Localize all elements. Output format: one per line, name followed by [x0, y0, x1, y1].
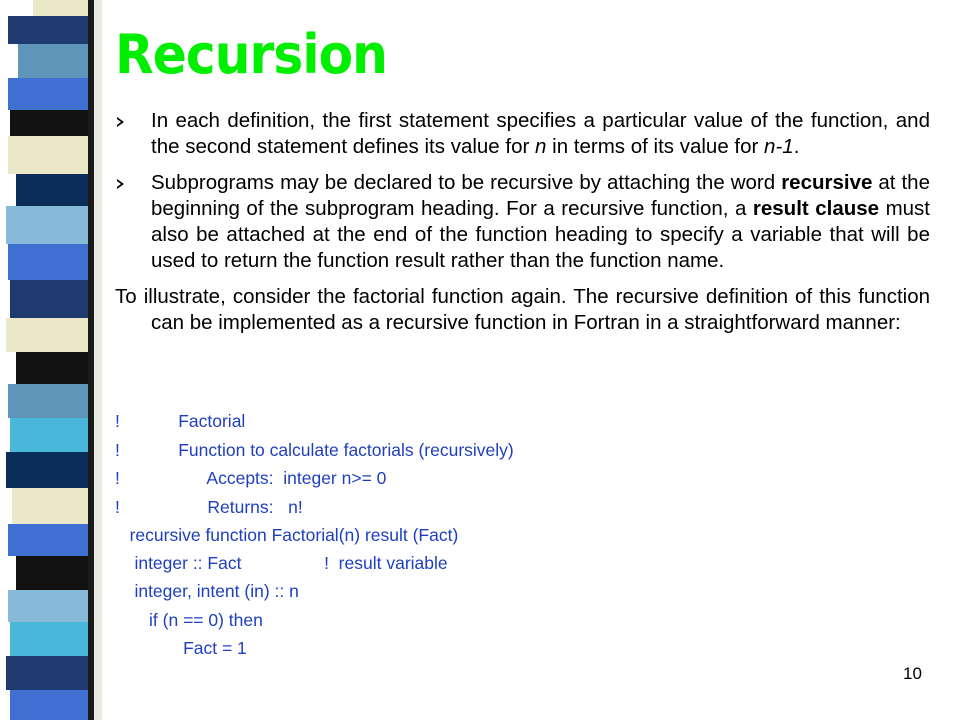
stripe-block [10, 690, 88, 720]
code-line: ! Function to calculate factorials (recursively) [115, 440, 514, 460]
stripe-block [10, 622, 88, 656]
stripe-block [16, 556, 88, 590]
bullet-text-run: n [535, 135, 547, 158]
stripe-block [16, 352, 88, 384]
code-line: integer :: Fact ! result variable [115, 553, 448, 573]
bullet-text-run: recursive [781, 171, 873, 194]
arrow-bullet-icon [117, 179, 124, 189]
stripe-block [18, 44, 88, 78]
code-line: ! Factorial [115, 411, 246, 431]
page-number: 10 [903, 664, 922, 683]
stripe-block [8, 136, 88, 174]
stripe-block [8, 590, 88, 622]
code-line: recursive function Factorial(n) result (Fact) [115, 525, 459, 545]
intro-paragraph: To illustrate, consider the factorial function again. The recursive definition of this function can be implemented as a recursive function in Fortran in a straightforward manner: [115, 285, 930, 334]
bullet-text-run: must also be attached at the end of the function heading to specify a variable that will be used to return the function result rather than the function name. [151, 197, 930, 272]
stripe-block [6, 656, 88, 690]
bullet-item-1 [115, 108, 930, 160]
stripe-block [6, 318, 88, 352]
bullet-text-run: . [793, 135, 800, 158]
stripe-edge-light [94, 0, 102, 720]
code-line: ! Accepts: integer n>= 0 [115, 468, 387, 488]
stripe-block [10, 110, 88, 136]
stripe-block [8, 16, 88, 44]
slide-title: Recursion [115, 23, 388, 86]
code-line: integer, intent (in) :: n [115, 581, 299, 601]
bullet-text [151, 171, 930, 272]
decorative-stripe [0, 0, 110, 720]
bullet-text-run: n-1 [764, 135, 794, 158]
stripe-block [8, 78, 88, 110]
stripe-block [6, 452, 88, 488]
code-line: if (n == 0) then [115, 610, 263, 630]
bullet-text-run: Subprograms may be declared to be recursive by attaching the word [151, 171, 782, 194]
arrow-bullet-icon [117, 117, 124, 127]
bullet-text-run: result clause [752, 197, 880, 220]
code-line: Fact = 1 [115, 638, 247, 658]
stripe-block [16, 174, 88, 206]
stripe-block [8, 244, 88, 280]
bullet-text-run: at the beginning of the subprogram heading. For a recursive function, a [151, 171, 930, 220]
stripe-block [6, 206, 88, 244]
bullet-text-run: in terms of its value for [546, 135, 765, 158]
code-line: ! Returns: n! [115, 497, 303, 517]
bullet-text-run: In each definition, the first statement specifies a particular value of the function, and the second statement defines its value for [151, 109, 930, 158]
stripe-block [8, 524, 88, 556]
stripe-block [10, 418, 88, 452]
bullet-text [151, 109, 930, 158]
stripe-block [8, 384, 88, 418]
bullet-item-2 [115, 170, 930, 274]
stripe-block [33, 0, 88, 16]
slide-body [115, 108, 930, 344]
stripe-block [12, 488, 88, 524]
stripe-block [10, 280, 88, 318]
